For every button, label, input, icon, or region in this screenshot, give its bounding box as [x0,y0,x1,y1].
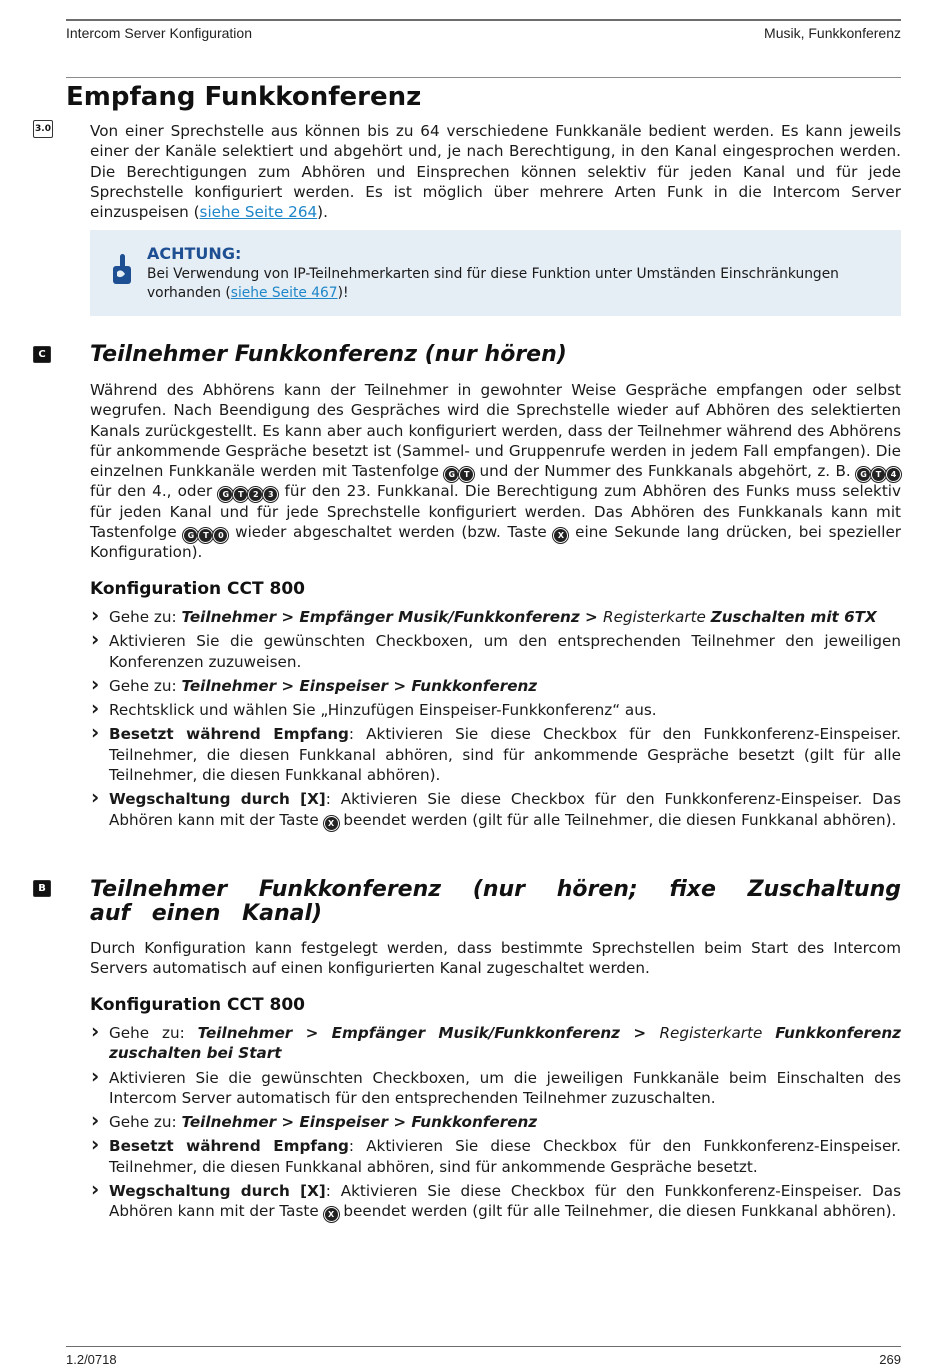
config-steps-b [90,1023,901,1226]
list-item: › Besetzt während Empfang: Aktivieren Sie diese Checkbox für den Funkkonferenz-Einspeiser. Teilnehmer, die diesen Funkkanal abhören, sind für ankommende Gespräche besetzt (gilt für alle Teilnehmer, die diesen Funkkanal abhören). [90,724,901,785]
key-g-icon: G [445,468,458,481]
page-title: Empfang Funkkonferenz [66,82,422,112]
key-g-icon: G [857,468,870,481]
list-item: › Wegschaltung durch [X]: Aktivieren Sie diese Checkbox für den Funkkonferenz-Einspeiser. Das Abhören kann mit der Taste X beendet werden (gilt für alle Teilnehmer, die diesen Funkkanal abhören). [90,1181,901,1222]
footer-version: 1.2/0718 [66,1352,117,1367]
section-heading-c: Teilnehmer Funkkonferenz (nur hören) [90,342,567,367]
note-page-link[interactable]: siehe Seite 467 [230,285,338,301]
section-heading-b: Teilnehmer Funkkonferenz (nur hören; fixe Zuschaltung auf einen Kanal) [90,877,901,926]
note-title: ACHTUNG: [147,244,242,263]
page-number: 269 [879,1352,901,1367]
list-item: › Aktivieren Sie die gewünschten Checkboxen, um die jeweiligen Funkkanäle beim Einschalten des Intercom Server automatisch für den entsprechenden Teilnehmer zuzuschalten. [90,1068,901,1109]
key-g-icon: G [184,529,197,542]
version-badge: 3.0 [33,120,53,138]
config-steps-c [90,607,901,834]
header-rule [66,19,901,21]
key-t-icon: T [234,488,247,501]
key-2-icon: 2 [249,488,262,501]
key-x-icon: X [554,529,567,542]
key-t-icon: T [199,529,212,542]
key-x-icon: X [325,817,338,830]
key-t-icon: T [460,468,473,481]
list-item: › Gehe zu: Teilnehmer > Einspeiser > Funkkonferenz [90,676,901,696]
section-badge-c: C [33,346,51,363]
intro-page-link[interactable]: siehe Seite 264 [199,203,318,222]
config-heading-c: Konfiguration CCT 800 [90,579,305,599]
header-right: Musik, Funkkonferenz [764,25,901,41]
list-item: › Gehe zu: Teilnehmer > Empfänger Musik/Funkkonferenz > Registerkarte Funkkonferenz zuschalten bei Start [90,1023,901,1064]
intro-paragraph: Von einer Sprechstelle aus können bis zu 64 verschiedene Funkkanäle bedient werden. Es kann jeweils einer der Kanäle selektiert und abgehört und, je nach Berechtigung, in den Kanal eingesprochen werden. Die Berechtigungen zum Abhören und Einsprechen können selektiv für jeden Kanal und für jede Sprechstelle konfiguriert werden. Es ist möglich über mehrere Arten Funk in die Intercom Server einzuspeisen (siehe Seite 264). [90,122,901,222]
header-left: Intercom Server Konfiguration [66,25,252,41]
hand-warning-icon [112,252,134,286]
header-divider [66,77,901,78]
key-3-icon: 3 [264,488,277,501]
list-item: › Gehe zu: Teilnehmer > Empfänger Musik/Funkkonferenz > Registerkarte Zuschalten mit 6TX [90,607,901,627]
section-badge-b: B [33,880,51,897]
config-heading-b: Konfiguration CCT 800 [90,995,305,1015]
key-0-icon: 0 [214,529,227,542]
list-item: › Besetzt während Empfang: Aktivieren Sie diese Checkbox für den Funkkonferenz-Einspeiser. Teilnehmer, die diesen Funkkanal abhören, sind für ankommende Gespräche besetzt. [90,1136,901,1177]
key-t-icon: T [872,468,885,481]
list-item: › Rechtsklick und wählen Sie „Hinzufügen Einspeiser-Funkkonferenz“ aus. [90,700,901,720]
section-b-paragraph: Durch Konfiguration kann festgelegt werden, dass bestimmte Sprechstellen beim Start des Intercom Servers automatisch auf einen konfigurierten Kanal zugeschaltet werden. [90,939,901,978]
list-item: › Aktivieren Sie die gewünschten Checkboxen, um den entsprechenden Teilnehmer den jeweiligen Konferenzen zuzuweisen. [90,631,901,672]
list-item: › Gehe zu: Teilnehmer > Einspeiser > Funkkonferenz [90,1112,901,1132]
warning-note [90,230,901,316]
list-item: › Wegschaltung durch [X]: Aktivieren Sie diese Checkbox für den Funkkonferenz-Einspeiser. Das Abhören kann mit der Taste X beendet werden (gilt für alle Teilnehmer, die diesen Funkkanal abhören). [90,789,901,830]
key-x-icon: X [325,1208,338,1221]
footer-rule [66,1346,901,1347]
section-c-paragraph: Während des Abhörens kann der Teilnehmer in gewohnter Weise Gespräche empfangen oder selbst wegrufen. Nach Beendigung des Gespräches wird die Sprechstelle wieder auf Abhören des selektierten Kanals zurückgestellt. Es kann aber auch konfiguriert werden, dass der Teilnehmer während des Abhörens für ankommende Gespräche besetzt ist (Sammel- und Gruppenrufe werden in jedem Fall empfangen). Die einzelnen Funkkanäle werden mit Tastenfolge G T und der Nummer des Funkkanals abgehört, z. B. G T 4 für den 4., oder G T 2 3 für den 23. Funkkanal. Die Berechtigung zum Abhören des Funks muss selektiv für jeden Kanal und für jede Sprechstelle konfiguriert werden. Das Abhören des Funkkanals kann mit Tastenfolge G T 0 wieder abgeschaltet werden (bzw. Taste X eine Sekunde lang drücken, bei spezieller Konfiguration). [90,381,902,562]
key-g-icon: G [219,488,232,501]
note-text: Bei Verwendung von IP-Teilnehmerkarten sind für diese Funktion unter Umständen Einschränkungen vorhanden (siehe Seite 467)! [147,266,839,301]
key-4-icon: 4 [887,468,900,481]
